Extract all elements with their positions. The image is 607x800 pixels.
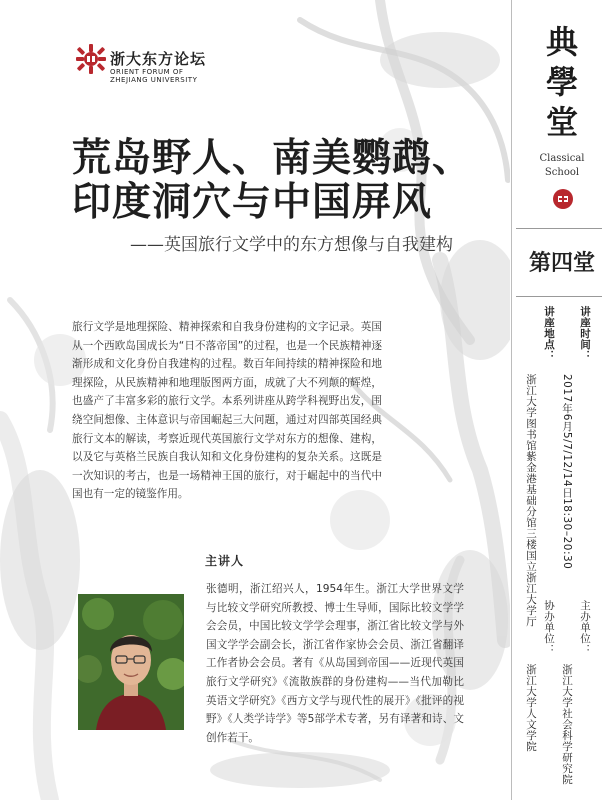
event-place bbox=[542, 306, 556, 361]
event-time-label: 讲座时间： bbox=[579, 306, 591, 361]
event-time-value: 2017年6月5/7/12/14日18:30–20:30 bbox=[561, 374, 573, 570]
brand-title bbox=[522, 22, 602, 142]
brand-english-line1: Classical bbox=[539, 153, 585, 164]
brand-title-char: 典 bbox=[545, 23, 578, 61]
logo-english-name bbox=[110, 68, 220, 84]
speaker-bio: 张德明，浙江绍兴人，1954年生。浙江大学世界文学与比较文学研究所教授、博士生导师，国际比较文学学会会员，中国比较文学学会理事，浙江省比较文学与外国文学学会副会长，浙江省作家协会会员、浙江省翻译工作者协会会员。著有《从岛国到帝国——近现代英国旅行文学研究》《流散族群的身份建构——当代加勒比英语文学研究》《西方文学与现代性的展开》《批评的视野》《人类学诗学》等5部学术专著，另有译著和诗、文创作若干。 bbox=[206, 583, 464, 744]
brand-english-line2: School bbox=[544, 167, 580, 178]
event-place-value: 浙江大学图书馆紫金港基础分馆三楼国立浙江大学厅 bbox=[525, 374, 537, 627]
seal-icon bbox=[552, 188, 574, 210]
intro-paragraph: 旅行文学是地理探险、精神探索和自我身份建构的文字记录。英国从一个西欧岛国成长为“日不落帝国”的过程，也是一个民族精神逐渐形成和文化身份自我建构的过程。数百年间持续的精神探险和地理探险，从民族精神和地理版图两方面，成就了大不列颠的辉煌，也盛产了丰富多彩的旅行文学。本系列讲座从跨学科视野出发，围绕空间想像、主体意识与帝国崛起三大问题，通过对四部英国经典旅行文本的解读，考察近现代英国旅行文学对东方的想像、建构，以及它与英格兰民族自我认知和文化身份建构的复杂关系。这既是一次知识的考古，也是一场精神王国的旅行，对于崛起中的当代中国也有一定的镜鉴作用。 bbox=[72, 321, 382, 501]
forum-emblem-icon bbox=[76, 44, 106, 74]
event-host-label: 主办单位： bbox=[579, 600, 591, 655]
subtitle: ——英国旅行文学中的东方想像与自我建构 bbox=[130, 235, 453, 255]
column-divider bbox=[511, 0, 512, 800]
logo-chinese-name: 浙大东方论坛 bbox=[110, 50, 207, 68]
session-number: 第四堂 bbox=[528, 251, 595, 276]
event-cohost-label: 协办单位： bbox=[543, 600, 555, 655]
event-place-label: 讲座地点： bbox=[543, 306, 555, 361]
logo-english-line2: ZHEJIANG UNIVERSITY bbox=[110, 76, 198, 84]
right-rule-bottom bbox=[516, 296, 602, 297]
event-cohost-value: 浙江大学人文学院 bbox=[525, 664, 537, 752]
forum-logo bbox=[76, 44, 276, 94]
event-time bbox=[578, 306, 592, 361]
right-rule-top bbox=[516, 228, 602, 229]
brand-title-char: 堂 bbox=[545, 103, 578, 141]
event-host-value: 浙江大学社会科学研究院 bbox=[561, 664, 573, 785]
speaker-heading: 主讲人 bbox=[205, 554, 245, 568]
brand-title-char: 學 bbox=[545, 63, 578, 101]
speaker-photo bbox=[78, 594, 184, 730]
logo-english-line1: ORIENT FORUM OF bbox=[110, 68, 184, 76]
title-line-2: 印度洞穴与中国屏风 bbox=[72, 179, 433, 225]
title-line-1: 荒岛野人、南美鹦鹉、 bbox=[72, 135, 473, 181]
